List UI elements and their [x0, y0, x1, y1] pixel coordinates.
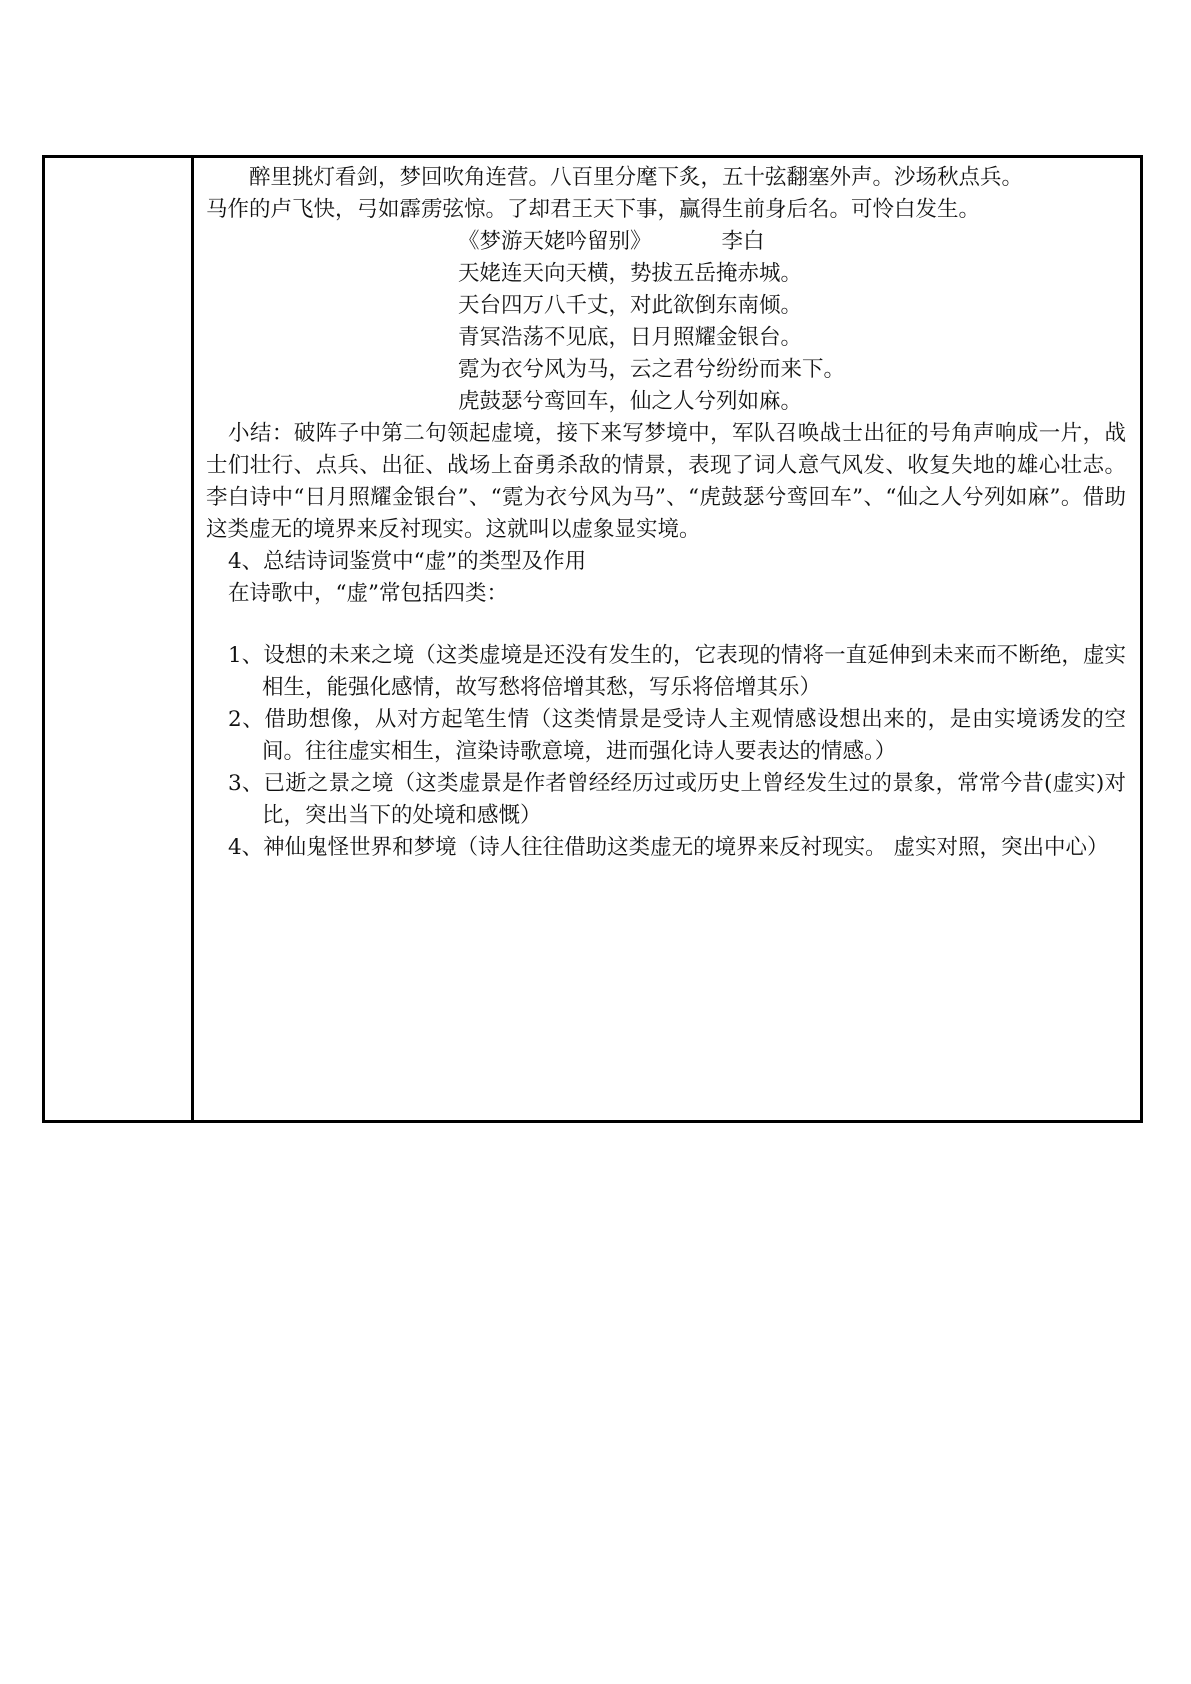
section-4-heading: 4、总结诗词鉴赏中“虚”的类型及作用: [228, 549, 587, 574]
document-table: [42, 155, 1143, 1123]
poem-line: 青冥浩荡不见底，日月照耀金银台。: [458, 325, 803, 350]
type-item: 4、神仙鬼怪世界和梦境（诗人往往借助这类虚无的境界来反衬现实。 虚实对照，突出中心）: [228, 835, 1109, 860]
poem-title: 《梦游天姥吟留别》: [458, 229, 652, 254]
type-item: 3、已逝之景之境（这类虚景是作者曾经经历过或历史上曾经发生过的景象，常常今昔(虚实)对比，突出当下的处境和感慨）: [228, 771, 1126, 828]
poem-title-row: [206, 226, 1126, 258]
table-content-cell: [194, 158, 1140, 1120]
poem-line: 天台四万八千丈，对此欲倒东南倾。: [458, 293, 803, 318]
spacer: [206, 610, 1126, 640]
type-item: 2、借助想像，从对方起笔生情（这类情景是受诗人主观情感设想出来的，是由实境诱发的空间。往往虚实相生，渲染诗歌意境，进而强化诗人要表达的情感。）: [228, 707, 1126, 764]
poem-line: 霓为衣兮风为马，云之君兮纷纷而来下。: [458, 357, 846, 382]
type-item: 1、设想的未来之境（这类虚境是还没有发生的，它表现的情将一直延伸到未来而不断绝，虚实相生，能强化感情，故写愁将倍增其愁，写乐将倍增其乐）: [228, 643, 1126, 700]
poem-author: 李白: [721, 229, 765, 254]
summary-paragraph: 小结：破阵子中第二句领起虚境，接下来写梦境中，军队召唤战士出征的号角声响成一片，战士们壮行、点兵、出征、战场上奋勇杀敌的情景，表现了词人意气风发、收复失地的雄心壮志。李白诗中“日月照耀金银台”、“霓为衣兮风为马”、“虎鼓瑟兮鸾回车”、“仙之人兮列如麻”。借助这类虚无的境界来反衬现实。这就叫以虚象显实境。: [206, 421, 1126, 542]
section-4-intro: 在诗歌中，“虚”常包括四类：: [228, 581, 508, 606]
ci-text-line-1: 醉里挑灯看剑，梦回吹角连营。八百里分麾下炙，五十弦翻塞外声。沙场秋点兵。: [249, 165, 1024, 190]
table-left-cell: [45, 158, 194, 1120]
poem-line: 天姥连天向天横，势拔五岳掩赤城。: [458, 261, 803, 286]
ci-text-line-2: 马作的卢飞快，弓如霹雳弦惊。了却君王天下事，赢得生前身后名。可怜白发生。: [206, 197, 981, 222]
poem-line: 虎鼓瑟兮鸾回车，仙之人兮列如麻。: [458, 389, 803, 414]
